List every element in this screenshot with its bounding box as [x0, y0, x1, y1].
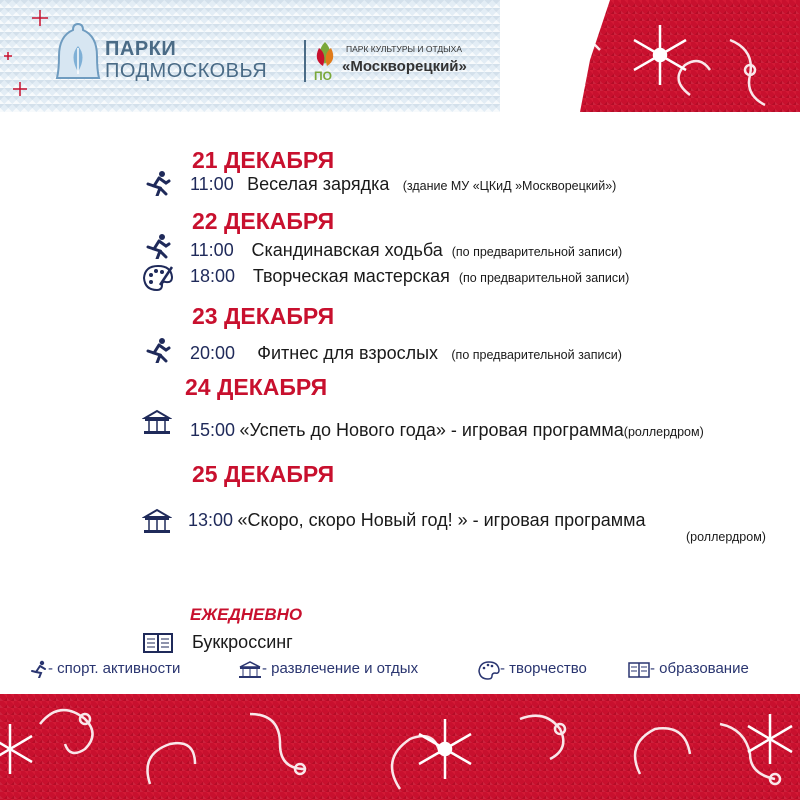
legend-book-icon — [628, 662, 650, 678]
book-icon — [142, 632, 174, 654]
event-title: «Скоро, скоро Новый год! » - игровая программа — [237, 510, 646, 530]
palette-icon — [142, 263, 174, 291]
sport-icon — [145, 170, 171, 196]
header-small-snowflakes — [0, 0, 60, 112]
date-heading: 25 ДЕКАБРЯ — [192, 461, 335, 487]
event-note: (роллердром) — [686, 530, 766, 544]
sport-icon — [145, 337, 171, 363]
event-note: (по предварительной записи) — [458, 271, 630, 285]
legend-edu: - образование — [650, 660, 749, 677]
legend-palette-icon — [478, 660, 500, 680]
event-title: Веселая зарядка — [247, 174, 390, 194]
parks-logo — [55, 18, 295, 88]
event-time: 11:00 — [190, 174, 234, 194]
legend-fun: - развлечение и отдых — [262, 660, 419, 677]
event-note: (по предварительной записи) — [451, 245, 623, 259]
park-leaf-logo-icon — [310, 38, 340, 82]
carousel-icon — [142, 408, 172, 436]
event-time: 13:00 — [188, 510, 234, 530]
legend-sport-icon — [30, 660, 48, 678]
event-time: 18:00 — [190, 266, 236, 286]
footer-snowflake-icon — [0, 714, 792, 779]
daily-item: Буккроссинг — [192, 632, 293, 652]
bell-logo-icon — [55, 18, 101, 88]
park-subtitle: ПАРК КУЛЬТУРЫ И ОТДЫХА — [346, 44, 462, 54]
event-time: 11:00 — [190, 240, 234, 260]
legend-carousel-icon — [238, 660, 262, 680]
svg-text:ПО: ПО — [314, 69, 332, 82]
event-row — [188, 510, 645, 531]
footer-ornament — [0, 694, 800, 800]
header-ornament — [460, 0, 800, 112]
event-note: (по предварительной записи) — [451, 348, 622, 362]
header-banner — [0, 0, 800, 112]
event-row — [190, 420, 704, 441]
event-title: Скандинавская ходьба — [251, 240, 443, 260]
legend-sport: - спорт. активности — [48, 660, 181, 677]
date-heading: 22 ДЕКАБРЯ — [192, 208, 335, 234]
park-logo — [310, 36, 500, 86]
event-time: 15:00 — [190, 420, 236, 440]
event-title: Творческая мастерская — [252, 266, 450, 286]
legend-art: - творчество — [500, 660, 587, 677]
date-heading: 23 ДЕКАБРЯ — [192, 303, 335, 329]
park-name: «Москворецкий» — [342, 58, 467, 75]
carousel-icon — [142, 507, 172, 535]
event-note: (здание МУ «ЦКиД »Москворецкий») — [402, 179, 617, 193]
event-title: Фитнес для взрослых — [257, 343, 439, 363]
event-title: «Успеть до Нового года» - игровая программа — [239, 420, 624, 440]
event-row — [190, 240, 622, 261]
event-time: 20:00 — [190, 343, 236, 363]
event-note: (роллердром) — [623, 425, 704, 439]
date-heading: 24 ДЕКАБРЯ — [185, 374, 328, 400]
logo-line-1: ПАРКИ — [105, 38, 177, 60]
logo-divider — [304, 40, 306, 82]
sport-icon — [145, 233, 171, 259]
event-row — [190, 174, 616, 195]
event-row — [190, 343, 622, 364]
logo-line-2: ПОДМОСКОВЬЯ — [105, 60, 268, 82]
date-heading: 21 ДЕКАБРЯ — [192, 147, 335, 173]
event-row — [190, 266, 629, 287]
daily-heading: ЕЖЕДНЕВНО — [190, 605, 303, 624]
